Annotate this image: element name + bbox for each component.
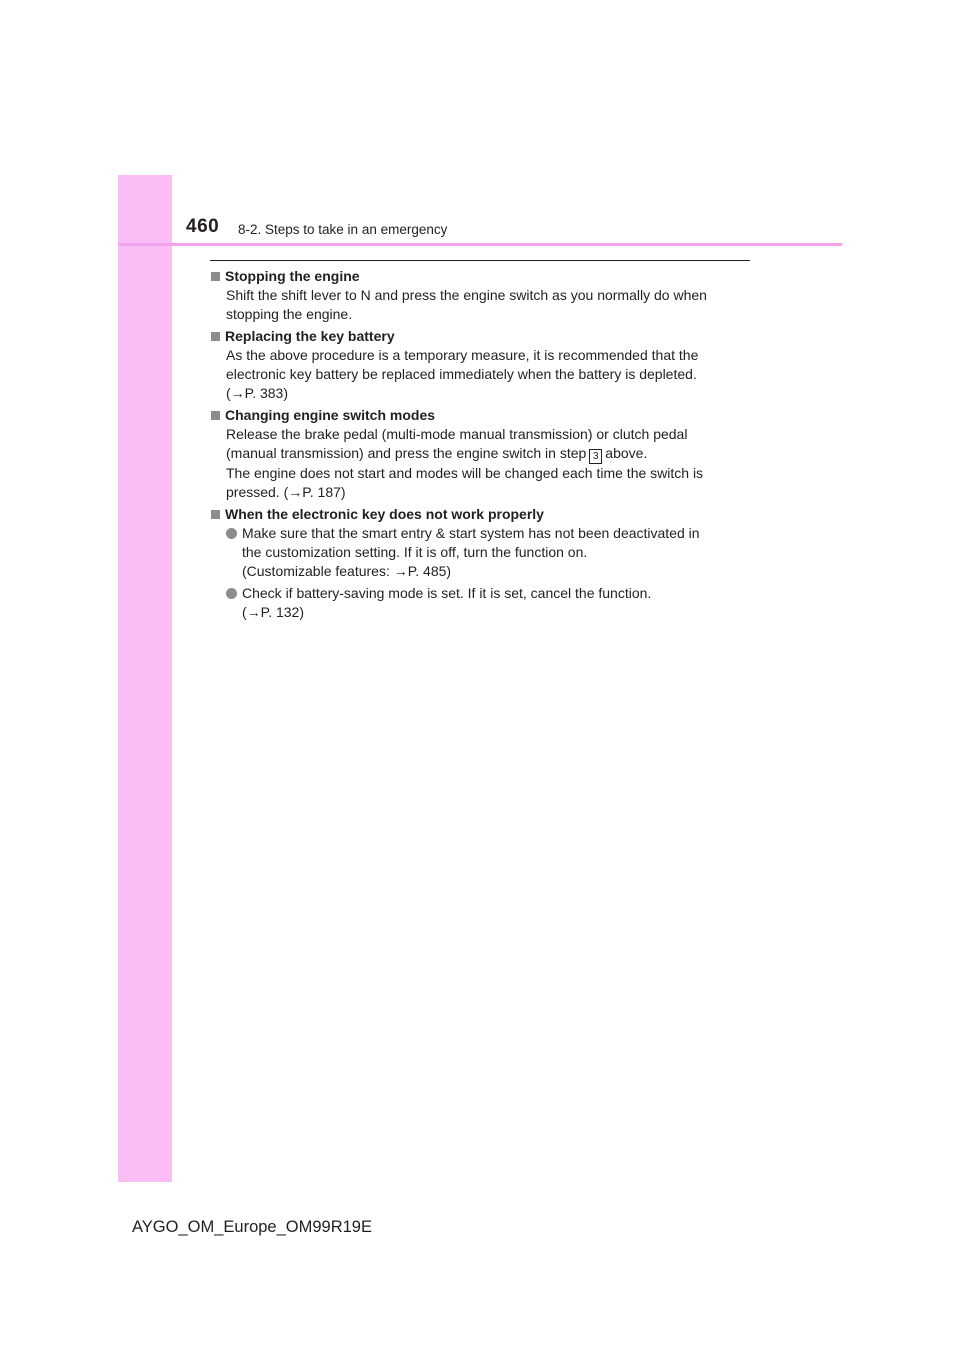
body-line: Make sure that the smart entry & start system has not been deactivated in [242, 525, 700, 541]
body-line: As the above procedure is a temporary measure, it is recommended that the [226, 347, 699, 363]
body-line: The engine does not start and modes will be changed each time the switch is [226, 465, 704, 481]
item-body [226, 346, 751, 403]
bullet-item [226, 524, 751, 581]
square-bullet-icon [211, 411, 220, 420]
body-line: the customization setting. If it is off, turn the function on. [242, 544, 588, 560]
page-reference: (Customizable features: →P. 485) [242, 563, 452, 579]
side-tab-bar [118, 175, 172, 1182]
body-line: Shift the shift lever to N and press the engine switch as you normally do when [226, 287, 707, 303]
body-line: Release the brake pedal (multi-mode manual transmission) or clutch pedal [226, 426, 688, 442]
item-body [226, 286, 751, 324]
circle-bullet-icon [226, 588, 237, 599]
bullet-item [226, 584, 751, 622]
content [211, 267, 751, 625]
body-line: stopping the engine. [226, 306, 353, 322]
step-number-box: 3 [589, 449, 602, 464]
item-stopping-engine [211, 267, 751, 324]
body-line: electronic key battery be replaced immediately when the battery is depleted. [226, 366, 697, 382]
content-top-rule [210, 260, 750, 261]
header-rule [118, 243, 842, 246]
footer-doc-code: AYGO_OM_Europe_OM99R19E [132, 1218, 372, 1236]
page-reference: (→P. 383) [226, 385, 288, 401]
circle-bullet-icon [226, 528, 237, 539]
section-title: 8-2. Steps to take in an emergency [238, 222, 448, 237]
item-title: Changing engine switch modes [225, 407, 436, 423]
square-bullet-icon [211, 272, 220, 281]
item-key-not-working [211, 505, 751, 622]
page-number: 460 [186, 216, 220, 237]
item-body [226, 425, 751, 502]
item-replacing-key-battery [211, 327, 751, 403]
square-bullet-icon [211, 332, 220, 341]
item-title: Stopping the engine [225, 268, 360, 284]
item-changing-switch-modes [211, 406, 751, 502]
item-title: Replacing the key battery [225, 328, 395, 344]
body-line: Check if battery-saving mode is set. If it is set, cancel the function. [242, 585, 652, 601]
body-line: (manual transmission) and press the engine switch in step 3 above. [226, 445, 648, 462]
page-reference: (→P. 132) [242, 604, 304, 620]
item-title: When the electronic key does not work properly [225, 506, 544, 522]
body-line: pressed. (→P. 187) [226, 484, 346, 500]
square-bullet-icon [211, 510, 220, 519]
